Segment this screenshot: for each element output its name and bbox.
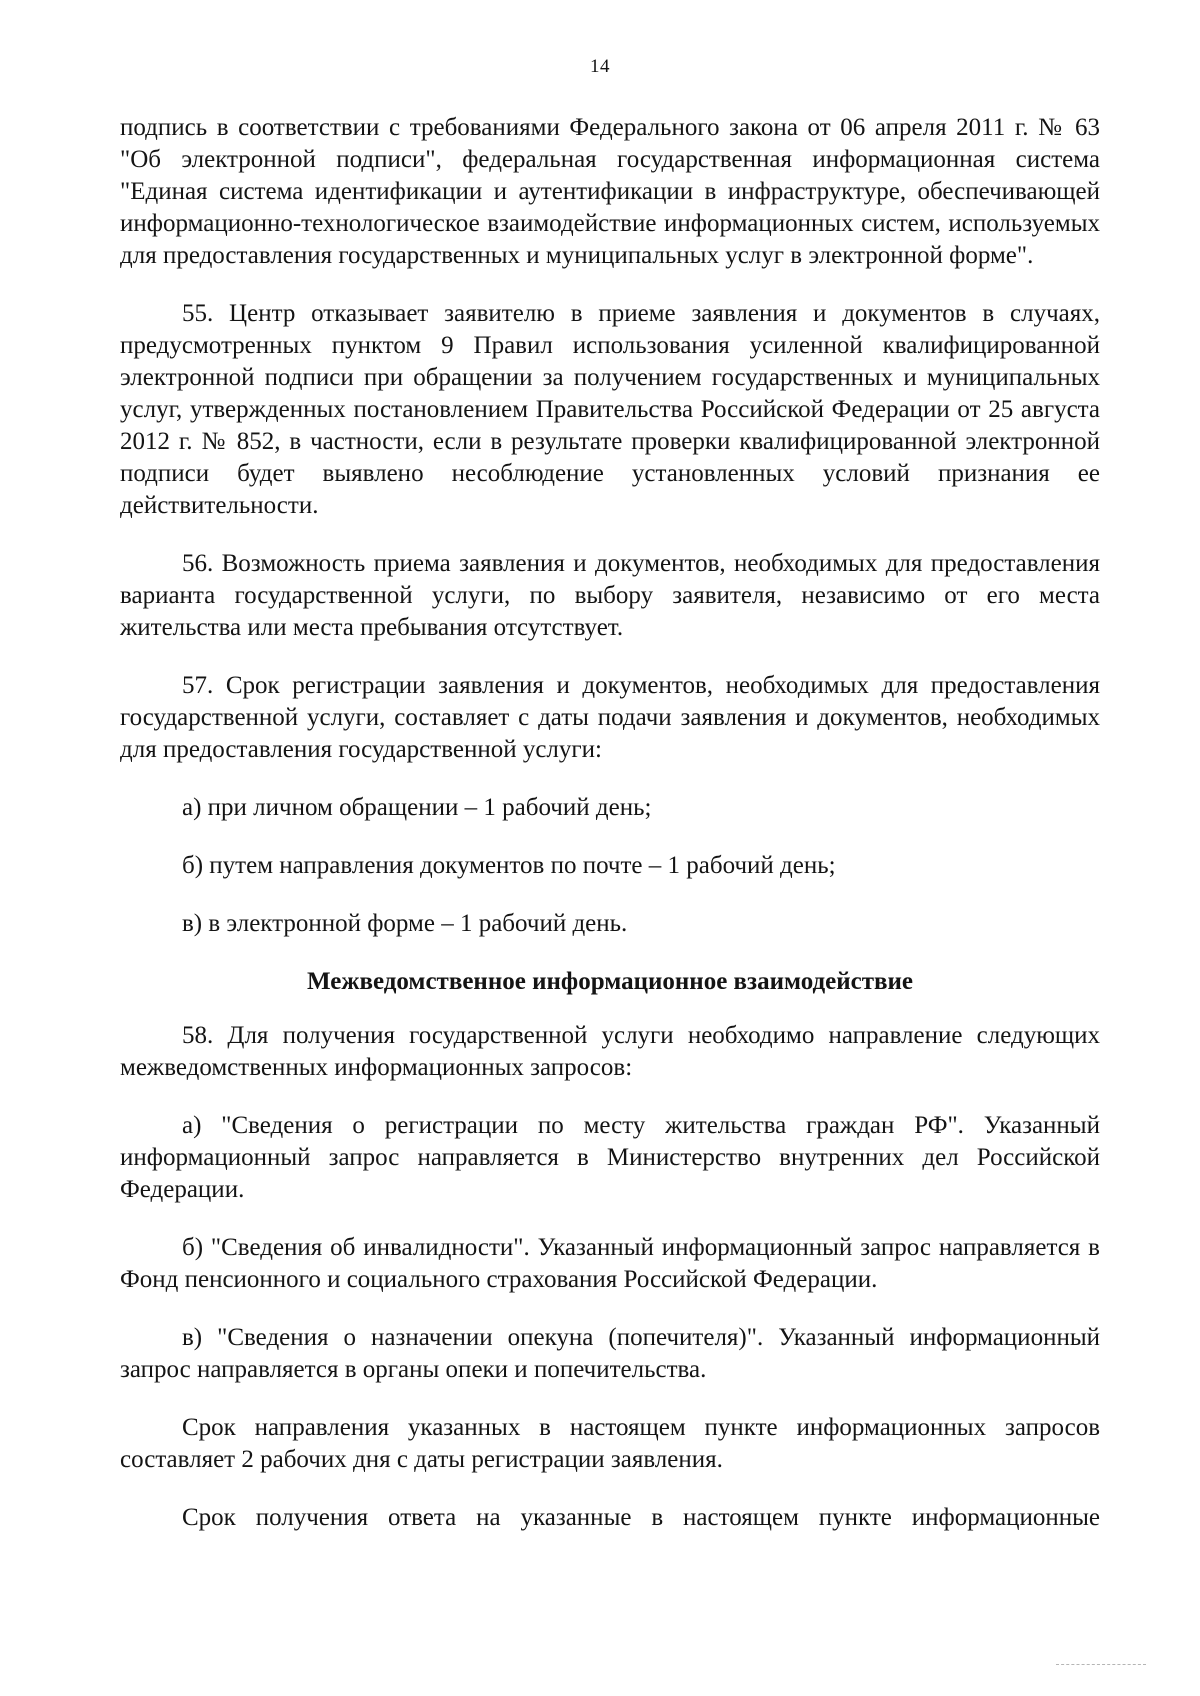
document-body <box>120 112 1100 1560</box>
paragraph-56: 56. Возможность приема заявления и документов, необходимых для предоставления варианта государственной услуги, по выбору заявителя, независимо от его места жительства или места пребывания отсутствует. <box>120 550 1100 641</box>
page-number: 14 <box>590 56 610 77</box>
list-item-57a: а) при личном обращении – 1 рабочий день; <box>182 794 652 821</box>
paragraph-58: 58. Для получения государственной услуги необходимо направление следующих межведомственных информационных запросов: <box>120 1022 1100 1081</box>
paragraph-57: 57. Срок регистрации заявления и документов, необходимых для предоставления государственной услуги, составляет с даты подачи заявления и документов, необходимых для предоставления государственной услуги: <box>120 672 1100 763</box>
scan-edge-mark <box>1056 1664 1146 1666</box>
list-item-57b: б) путем направления документов по почте – 1 рабочий день; <box>182 852 836 879</box>
list-item-58c: в) "Сведения о назначении опекуна (попечителя)". Указанный информационный запрос направляется в органы опеки и попечительства. <box>120 1324 1100 1383</box>
section-heading: Межведомственное информационное взаимодействие <box>307 968 913 995</box>
list-item-58b: б) "Сведения об инвалидности". Указанный информационный запрос направляется в Фонд пенсионного и социального страхования Российской Федерации. <box>120 1234 1100 1293</box>
paragraph-response-term: Срок получения ответа на указанные в настоящем пункте информационные <box>182 1504 1100 1531</box>
paragraph-55: 55. Центр отказывает заявителю в приеме заявления и документов в случаях, предусмотренных пунктом 9 Правил использования усиленной квалифицированной электронной подписи при обращении за получением государственных и муниципальных услуг, утвержденных постановлением Правительства Российской Федерации от 25 августа 2012 г. № 852, в частности, если в результате проверки квалифицированной электронной подписи будет выявлено несоблюдение установленных условий признания ее действительности. <box>120 300 1100 519</box>
paragraph-request-term: Срок направления указанных в настоящем пункте информационных запросов составляет 2 рабочих дня с даты регистрации заявления. <box>120 1414 1100 1473</box>
paragraph-continuation: подпись в соответствии с требованиями Федерального закона от 06 апреля 2011 г. № 63 "Об электронной подписи", федеральная государственная информационная система "Единая система идентификации и аутентификации в инфраструктуре, обеспечивающей информационно-технологическое взаимодействие информационных систем, используемых для предоставления государственных и муниципальных услуг в электронной форме". <box>120 114 1100 269</box>
list-item-58a: а) "Сведения о регистрации по месту жительства граждан РФ". Указанный информационный запрос направляется в Министерство внутренних дел Российской Федерации. <box>120 1112 1100 1203</box>
list-item-57c: в) в электронной форме – 1 рабочий день. <box>182 910 628 937</box>
